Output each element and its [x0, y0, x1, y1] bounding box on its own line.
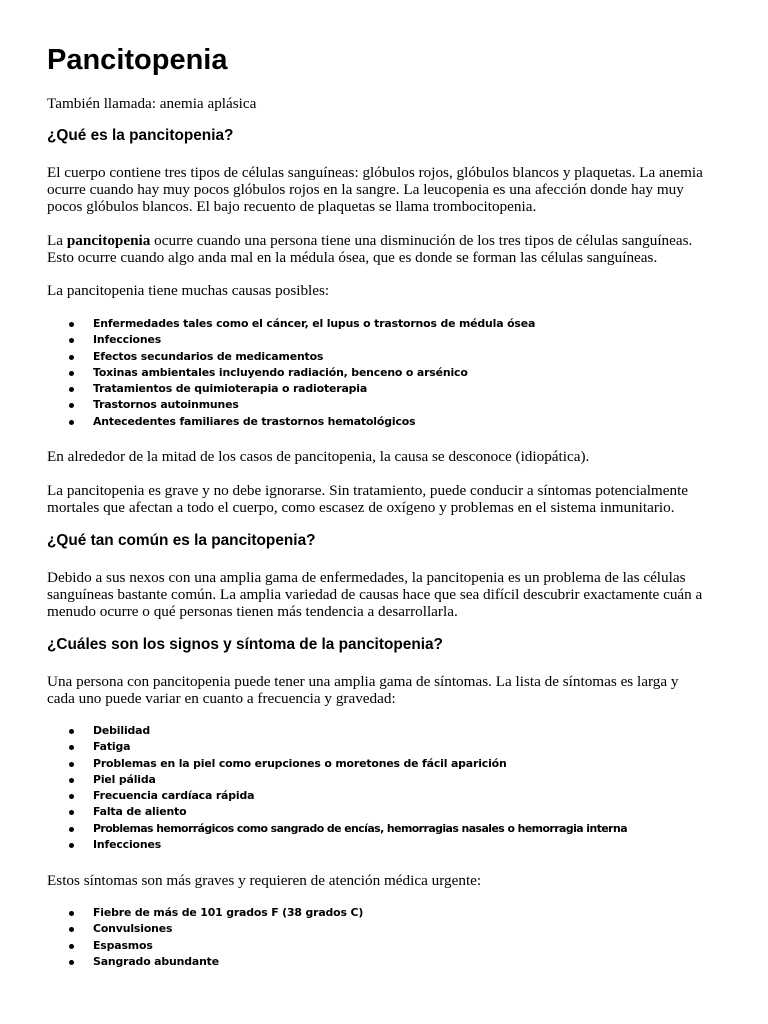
text-line: mortales que afectan a todo el cuerpo, como escasez de oxígeno y problemas en el sistema inmunitario. [47, 499, 675, 516]
bullet-icon [69, 322, 74, 327]
list-item-text: Frecuencia cardíaca rápida [93, 789, 255, 803]
text-line: Debido a sus nexos con una amplia gama de enfermedades, la pancitopenia es un problema de las células [47, 569, 686, 586]
bullet-icon [69, 403, 74, 408]
bullet-icon [69, 911, 74, 916]
bullet-icon [69, 729, 74, 734]
text-line: Una persona con pancitopenia puede tener una amplia gama de síntomas. La lista de síntomas es larga y [47, 673, 679, 690]
section-heading-how-common: ¿Qué tan común es la pancitopenia? [47, 532, 316, 549]
list-item-text: Enfermedades tales como el cáncer, el lupus o trastornos de médula ósea [93, 317, 536, 330]
bullet-icon [69, 371, 74, 376]
definition-term: pancitopenia [66, 232, 151, 249]
list-item-text: Espasmos [93, 938, 153, 952]
bullet-icon [69, 745, 74, 750]
bullet-icon [69, 762, 74, 767]
list-item-text: Piel pálida [93, 772, 156, 786]
bullet-icon [69, 794, 74, 799]
list-item-text: Trastornos autoinmunes [93, 398, 239, 412]
text-line: cada uno puede variar en cuanto a frecuencia y gravedad: [47, 690, 396, 707]
list-item-text: Antecedentes familiares de trastornos hematológicos [93, 414, 416, 428]
section-heading-symptoms: ¿Cuáles son los signos y síntoma de la pancitopenia? [47, 636, 443, 653]
bullet-icon [69, 387, 74, 392]
bullet-icon [69, 420, 74, 425]
list-item-text: Infecciones [93, 333, 162, 347]
list-item-text: Efectos secundarios de medicamentos [93, 349, 324, 363]
definition-rest: ocurre cuando una persona tiene una disminución de los tres tipos de células sanguíneas. [150, 232, 693, 249]
bullet-icon [69, 338, 74, 343]
definition-prefix: La [47, 232, 67, 249]
paragraph-causes-intro: La pancitopenia tiene muchas causas posibles: [47, 282, 330, 299]
text-line: El cuerpo contiene tres tipos de células sanguíneas: glóbulos rojos, glóbulos blancos y plaquetas. La anemia [47, 164, 703, 181]
list-item-text: Tratamientos de quimioterapia o radioterapia [93, 382, 368, 396]
list-item-text: Problemas en la piel como erupciones o moretones de fácil aparición [93, 756, 507, 770]
list-item-text: Problemas hemorrágicos como sangrado de encías, hemorragias nasales o hemorragia interna [93, 821, 628, 835]
text-line: menudo ocurre o qué personas tienen más tendencia a desarrollarla. [47, 603, 458, 620]
bullet-icon [69, 944, 74, 949]
bullet-icon [69, 960, 74, 965]
bullet-icon [69, 843, 74, 848]
list-item-text: Infecciones [93, 838, 162, 852]
text-line: ocurre cuando hay muy pocos glóbulos rojos en la sangre. La leucopenia es una afección donde hay muy [47, 181, 684, 198]
paragraph-prevalence [47, 569, 737, 620]
text-line: sanguíneas bastante común. La amplia variedad de causas hace que sea difícil descubrir exactamente cuán a [47, 586, 703, 603]
text-line: La pancitopenia es grave y no debe ignorarse. Sin tratamiento, puede conducir a síntomas potencialmente [47, 482, 689, 499]
list-item-text: Falta de aliento [93, 805, 187, 819]
bullet-icon [69, 810, 74, 815]
bullet-icon [69, 355, 74, 360]
bullet-icon [69, 927, 74, 932]
bullet-icon [69, 827, 74, 832]
paragraph-symptoms-intro [47, 673, 737, 707]
list-item-text: Sangrado abundante [93, 954, 219, 968]
section-heading-what-is: ¿Qué es la pancitopenia? [47, 127, 234, 144]
text-line [47, 232, 737, 249]
text-line: pocos glóbulos blancos. El bajo recuento de plaquetas se llama trombocitopenia. [47, 198, 537, 215]
list-item-text: Convulsiones [93, 922, 173, 936]
text-line: Esto ocurre cuando algo anda mal en la médula ósea, que es donde se forman las células sanguíneas. [47, 249, 658, 266]
list-item-text: Toxinas ambientales incluyendo radiación, benceno o arsénico [93, 365, 468, 379]
alternate-name: También llamada: anemia aplásica [47, 95, 257, 112]
bullet-icon [69, 778, 74, 783]
paragraph-severity [47, 482, 737, 516]
paragraph-urgent-intro: Estos síntomas son más graves y requieren de atención médica urgente: [47, 872, 482, 889]
list-item-text: Debilidad [93, 724, 151, 737]
paragraph-cell-types [47, 164, 737, 215]
paragraph-definition [47, 232, 737, 266]
paragraph-idiopathic: En alrededor de la mitad de los casos de pancitopenia, la causa se desconoce (idiopática). [47, 448, 590, 465]
document-title: Pancitopenia [47, 44, 228, 76]
list-item-text: Fatiga [93, 740, 131, 754]
list-item-text: Fiebre de más de 101 grados F (38 grados C) [93, 906, 364, 919]
